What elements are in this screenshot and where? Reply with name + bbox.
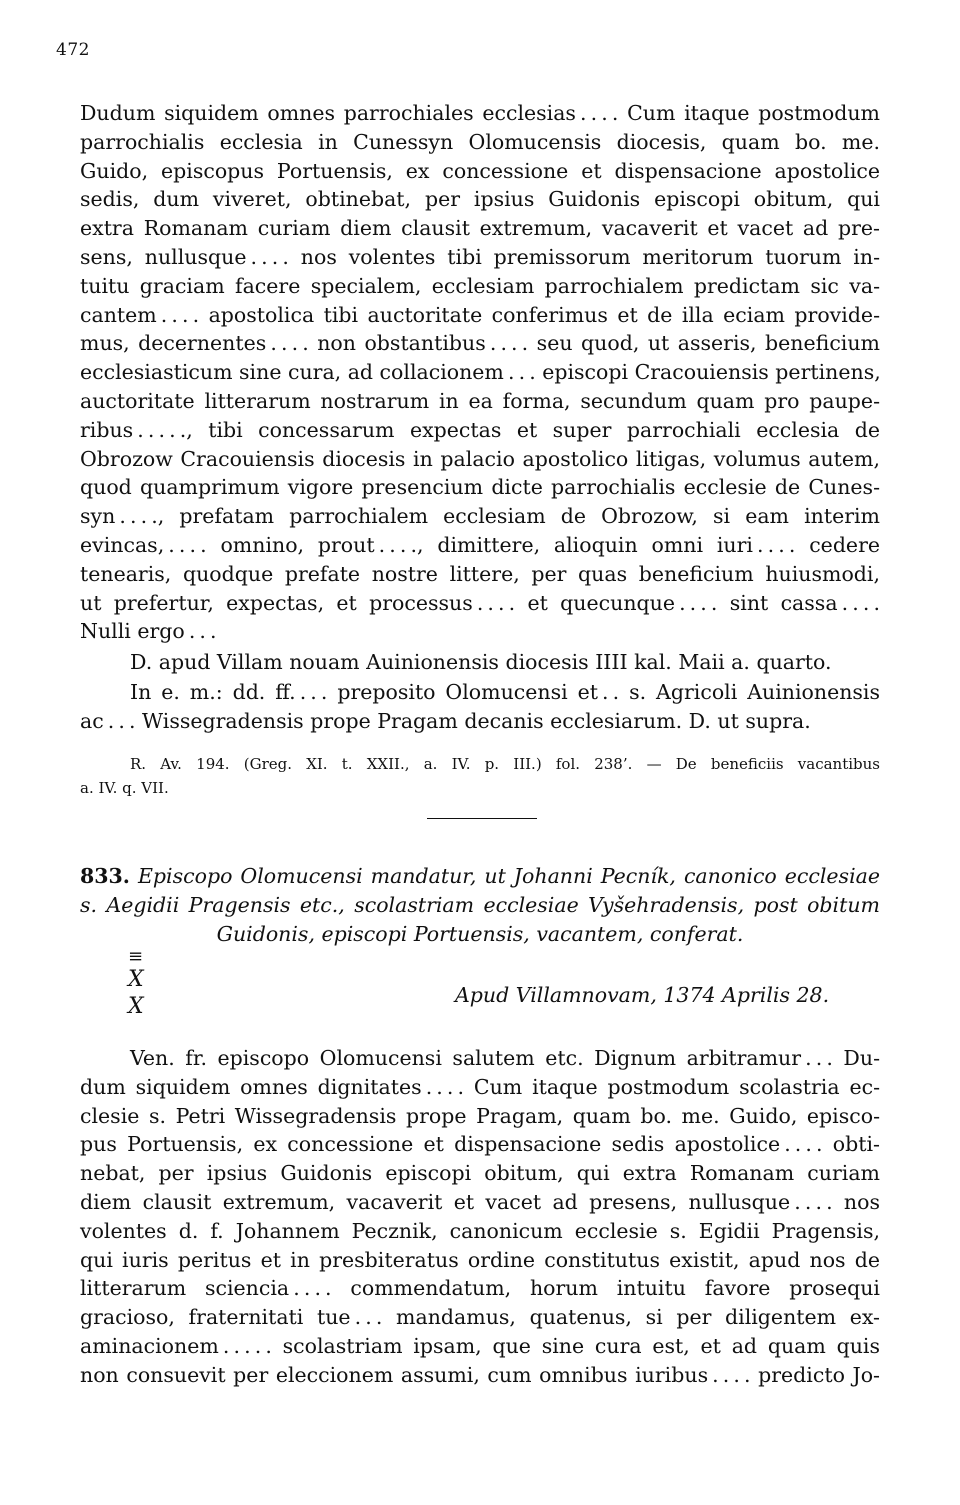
text-line: parrochialis ecclesia in Cunessyn Olomucensis diocesis, quam bo. me. <box>80 129 880 154</box>
text-line: D. apud Villam nouam Auinionensis diocesis IIII kal. Maii a. quarto. <box>130 650 832 674</box>
text-line: Nulli ergo . . . <box>80 619 217 644</box>
text-line: In e. m.: dd. ff. . . . preposito Olomucensi et . . s. Agricoli Auinionensis <box>130 680 880 704</box>
text-line: tuitu graciam facere specialem, ecclesiam parrochialem predictam sic va- <box>80 273 880 298</box>
text-line: nebat, per ipsius Guidonis episcopi obitum, qui extra Romanam curiam <box>80 1161 880 1186</box>
text-line: sens, nullusque . . . . nos volentes tibi premissorum meritorum tuorum in- <box>80 244 880 269</box>
text-line: Dudum siquidem omnes parrochiales ecclesias . . . . Cum itaque postmodum <box>80 101 880 125</box>
place-date: Apud Villamnovam, 1374 Aprilis 28. <box>455 983 830 1007</box>
entry-heading <box>80 862 880 949</box>
text-line: non consuevit per eleccionem assumi, cum omnibus iuribus . . . . predicto Jo- <box>80 1362 880 1387</box>
text-line: cantem . . . . apostolica tibi auctoritate conferimus et de illa eciam provide- <box>80 302 880 327</box>
text-line: mus, decernentes . . . . non obstantibus . . . . seu quod, ut asseris, beneficium <box>80 331 880 356</box>
text-line: extra Romanam curiam diem clausit extremum, vacaverit et vacet ad pre- <box>80 216 880 241</box>
text-line: pus Portuensis, ex concessione et dispensacione sedis apostolice . . . . obti- <box>80 1132 880 1157</box>
text-line: diem clausit extremum, vacaverit et vacet ad presens, nullusque . . . . nos <box>80 1189 880 1214</box>
entry-body <box>80 1044 880 1390</box>
text-line: litterarum sciencia . . . . commendatum, horum intuitu favore prosequi <box>80 1276 880 1301</box>
text-line: qui iuris peritus et in presbiteratus ordine constitutus existit, apud nos de <box>80 1247 880 1272</box>
text-line: ribus . . . . ., tibi concessarum expectas et super parrochiali ecclesia de <box>80 417 880 442</box>
text-line: aminacionem . . . . . scolastriam ipsam, que sine cura est, et ad quam quis <box>80 1333 880 1358</box>
text-line: quod quamprimum vigore presencium dicte parrochialis ecclesie de Cunes- <box>80 475 880 500</box>
page-number: 472 <box>56 40 90 60</box>
top-paragraph <box>80 99 880 646</box>
x-mark: X <box>128 994 144 1019</box>
text-line: clesie s. Petri Wissegradensis prope Pragam, quam bo. me. Guido, episco- <box>80 1103 880 1128</box>
heading-line: s. Aegidii Pragensis etc., scolastriam ecclesiae Vyšehradensis, post obitum <box>80 893 880 917</box>
heading-line: Episcopo Olomucensi mandatur, ut Johanni Pecník, canonico ecclesiae <box>137 864 880 888</box>
heading-line: Guidonis, episcopi Portuensis, vacantem, conferat. <box>216 922 744 946</box>
triple-bar-mark: ≡ <box>128 946 144 967</box>
text-line: Ven. fr. episcopo Olomucensi salutem etc. Dignum arbitramur . . . Du- <box>130 1046 880 1070</box>
text-line: ut prefertur, expectas, et processus . . . . et quecunque . . . . sint cassa . . . . <box>80 590 880 615</box>
text-line: sedis, dum viveret, obtinebat, per ipsius Guidonis episcopi obitum, qui <box>80 187 880 212</box>
text-line: evincas, . . . . omnino, prout . . . ., dimittere, alioquin omni iuri . . . . cedere <box>80 532 880 557</box>
reference-line: a. IV. q. VII. <box>80 779 169 797</box>
text-line: volentes d. f. Johannem Pecznik, canonicum ecclesie s. Egidii Pragensis, <box>80 1218 880 1243</box>
text-line: syn . . . ., prefatam parrochialem ecclesiam de Obrozow, si eam interim <box>80 504 880 529</box>
address-lines <box>80 678 880 736</box>
date-line <box>80 648 880 677</box>
section-divider <box>427 818 537 819</box>
text-line: gracioso, fraternitati tue . . . mandamus, quatenus, si per diligentem ex- <box>80 1305 880 1330</box>
text-line: ac . . . Wissegradensis prope Pragam decanis ecclesiarum. D. ut supra. <box>80 708 811 733</box>
x-mark: X <box>128 967 144 992</box>
text-line: dum siquidem omnes dignitates . . . . Cum itaque postmodum scolastria ec- <box>80 1074 880 1099</box>
text-line: Obrozow Cracouiensis diocesis in palacio apostolico litigas, volumus autem, <box>80 446 880 471</box>
text-line: auctoritate litterarum nostrarum in ea forma, secundum quam pro paupe- <box>80 388 880 413</box>
marginal-marks <box>128 948 168 1020</box>
entry-number: 833. <box>80 864 130 888</box>
text-line: tenearis, quodque prefate nostre littere, per quas beneficium huiusmodi, <box>80 561 880 586</box>
reference-line: R. Av. 194. (Greg. XI. t. XXII., a. IV. p. III.) fol. 238’. — De beneficiis vacantibus <box>130 755 880 773</box>
text-line: Guido, episcopus Portuensis, ex concessione et dispensacione apostolice <box>80 158 880 183</box>
text-line: ecclesiasticum sine cura, ad collacionem . . . episcopi Cracouiensis pertinens, <box>80 360 881 385</box>
archival-reference <box>80 752 880 800</box>
